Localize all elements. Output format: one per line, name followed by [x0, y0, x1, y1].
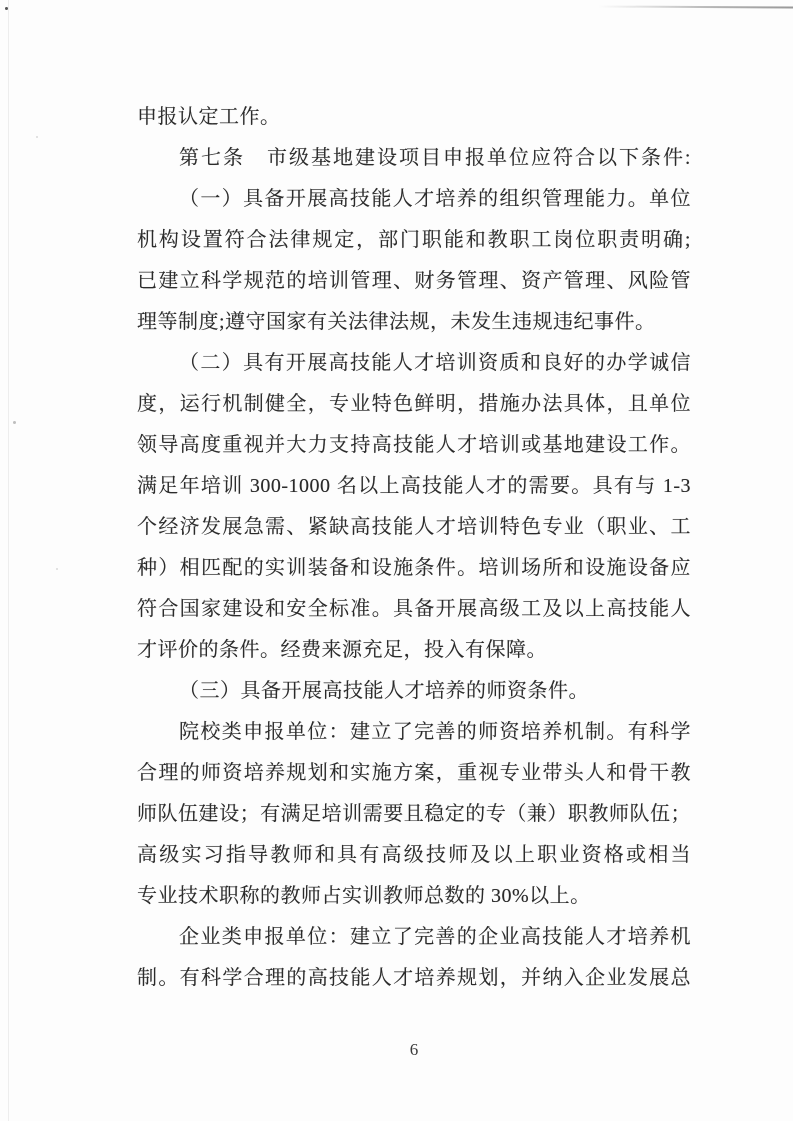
- text-line: 满足年培训 300-1000 名以上高技能人才的需要。具有与 1-3: [137, 475, 691, 497]
- text-line: （二）具有开展高技能人才培训资质和良好的办学诚信: [179, 352, 691, 374]
- scan-artifact-line: [598, 5, 793, 8]
- text-line: 度，运行机制健全，专业特色鲜明，措施办法具体，且单位: [137, 393, 691, 415]
- document-lines: [137, 97, 691, 999]
- text-line: 才评价的条件。经费来源充足，投入有保障。: [137, 639, 547, 661]
- text-line: 第七条 市级基地建设项目申报单位应符合以下条件:: [179, 147, 691, 169]
- text-line: （一）具备开展高技能人才培养的组织管理能力。单位: [179, 188, 691, 210]
- text-line: 符合国家建设和安全标准。具备开展高级工及以上高技能人: [137, 598, 691, 620]
- scan-speck: [56, 568, 58, 570]
- scan-edge-line: [8, 0, 9, 1121]
- text-line: 领导高度重视并大力支持高技能人才培训或基地建设工作。: [137, 434, 691, 456]
- scan-speck: [36, 136, 38, 138]
- text-line: （三）具备开展高技能人才培养的师资条件。: [179, 680, 589, 702]
- text-line: 专业技术职称的教师占实训教师总数的 30%以上。: [137, 885, 591, 907]
- text-line: 合理的师资培养规划和实施方案，重视专业带头人和骨干教: [137, 762, 691, 784]
- text-line: 高级实习指导教师和具有高级技师及以上职业资格或相当: [137, 844, 691, 866]
- text-line: 企业类申报单位：建立了完善的企业高技能人才培养机: [179, 926, 691, 948]
- text-line: 机构设置符合法律规定，部门职能和教职工岗位职责明确;: [137, 229, 691, 251]
- page-number: 6: [409, 1040, 419, 1059]
- text-line: 院校类申报单位：建立了完善的师资培养机制。有科学: [179, 721, 691, 743]
- text-line: 制。有科学合理的高技能人才培养规划，并纳入企业发展总: [137, 967, 691, 989]
- scan-speck: [5, 7, 8, 10]
- scan-speck: [13, 421, 16, 424]
- text-line: 种）相匹配的实训装备和设施条件。培训场所和设施设备应: [137, 557, 691, 579]
- text-line: 理等制度;遵守国家有关法律法规，未发生违规违纪事件。: [137, 311, 656, 333]
- text-line: 师队伍建设；有满足培训需要且稳定的专（兼）职教师队伍；: [137, 803, 691, 825]
- text-line: 已建立科学规范的培训管理、财务管理、资产管理、风险管: [137, 270, 691, 292]
- text-line: 申报认定工作。: [137, 106, 281, 128]
- text-line: 个经济发展急需、紧缺高技能人才培训特色专业（职业、工: [137, 516, 691, 538]
